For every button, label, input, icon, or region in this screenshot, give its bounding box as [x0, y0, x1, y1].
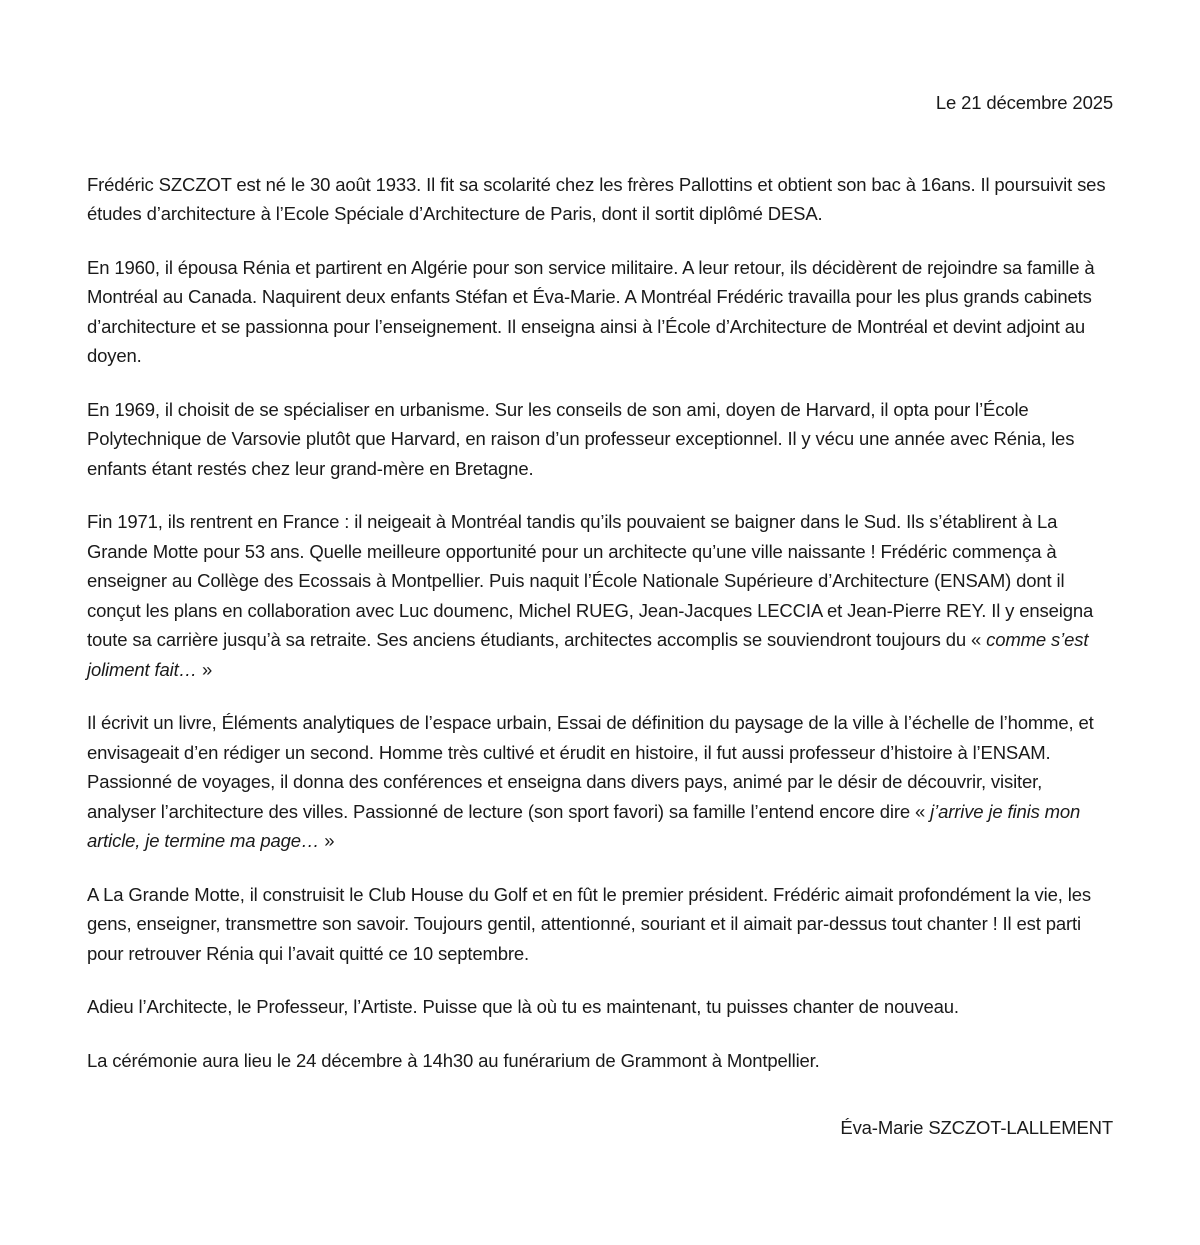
- paragraph-text: A La Grande Motte, il construisit le Club House du Golf et en fût le premier président. Frédéric aimait profondément la vie, les gens, enseigner, transmettre son savoir. Toujours gentil, attentionné, souriant et il aimait par-dessus tout chanter ! Il est parti pour retrouver Rénia qui l’avait quitté ce 10 septembre.: [87, 883, 1091, 964]
- paragraph-golf-club-character: [87, 880, 1113, 969]
- paragraph-birth-education: [87, 170, 1113, 229]
- paragraph-book-passions: [87, 708, 1113, 856]
- quote-italic: j’arrive je finis mon article, je termine ma page…: [87, 800, 1081, 851]
- document-body: [87, 170, 1113, 1076]
- paragraph-text: Il écrivit un livre, Éléments analytiques de l’espace urbain, Essai de définition du paysage de la ville à l’échelle de l’homme, et envisageait d’en rédiger un second. Homme très cultivé et érudit en histoire, il fut aussi professeur d’histoire à l’ENSAM. Passionné de voyages, il donna des conférences et enseigna dans divers pays, animé par le désir de découvrir, visiter, analyser l’architecture des villes. Passionné de lecture (son sport favori) sa famille l’entend encore dire «: [87, 712, 1094, 822]
- paragraph-text: Adieu l’Architecte, le Professeur, l’Artiste. Puisse que là où tu es maintenant, tu puisses chanter de nouveau.: [87, 996, 959, 1017]
- paragraph-ceremony-info: [87, 1046, 1113, 1076]
- paragraph-text: »: [319, 830, 335, 851]
- document-date: Le 21 décembre 2025: [935, 92, 1113, 113]
- paragraph-text: La cérémonie aura lieu le 24 décembre à 14h30 au funérarium de Grammont à Montpellier.: [87, 1049, 820, 1071]
- quote-italic: comme s’est joliment fait…: [87, 629, 1089, 680]
- paragraph-return-france-ensam: [87, 507, 1113, 684]
- paragraph-text: Frédéric SZCZOT est né le 30 août 1933. Il fit sa scolarité chez les frères Pallottins et obtient son bac à 16ans. Il poursuivit ses études d’architecture à l’Ecole Spéciale d’Architecture de Paris, dont il sortit diplômé DESA.: [87, 173, 1106, 224]
- paragraph-urbanism-varsovie: [87, 395, 1113, 484]
- paragraph-text: En 1960, il épousa Rénia et partirent en Algérie pour son service militaire. A leur retour, ils décidèrent de rejoindre sa famille à Montréal au Canada. Naquirent deux enfants Stéfan et Éva-Marie. A Montréal Frédéric travailla pour les plus grands cabinets d’architecture et se passionna pour l’enseignement. Il enseigna ainsi à l’École d’Architecture de Montréal et devint adjoint au doyen.: [87, 256, 1095, 366]
- signature: Éva-Marie SZCZOT-LALLEMENT: [840, 1117, 1113, 1138]
- paragraph-text: Fin 1971, ils rentrent en France : il neigeait à Montréal tandis qu’ils pouvaient se baigner dans le Sud. Ils s’établirent à La Grande Motte pour 53 ans. Quelle meilleure opportunité pour un architecte qu’une ville naissante ! Frédéric commença à enseigner au Collège des Ecossais à Montpellier. Puis naquit l’École Nationale Supérieure d’Architecture (ENSAM) dont il conçut les plans en collaboration avec Luc doumenc, Michel RUEG, Jean-Jacques LECCIA et Jean-Pierre REY. Il y enseigna toute sa carrière jusqu’à sa retraite. Ses anciens étudiants, architectes accomplis se souviendront toujours du «: [87, 511, 1094, 650]
- paragraph-text: En 1969, il choisit de se spécialiser en urbanisme. Sur les conseils de son ami, doyen de Harvard, il opta pour l’École Polytechnique de Varsovie plutôt que Harvard, en raison d’un professeur exceptionnel. Il y vécu une année avec Rénia, les enfants étant restés chez leur grand-mère en Bretagne.: [87, 398, 1075, 479]
- paragraph-text: »: [196, 658, 213, 680]
- paragraph-marriage-montreal: [87, 253, 1113, 371]
- paragraph-farewell: [87, 992, 1113, 1022]
